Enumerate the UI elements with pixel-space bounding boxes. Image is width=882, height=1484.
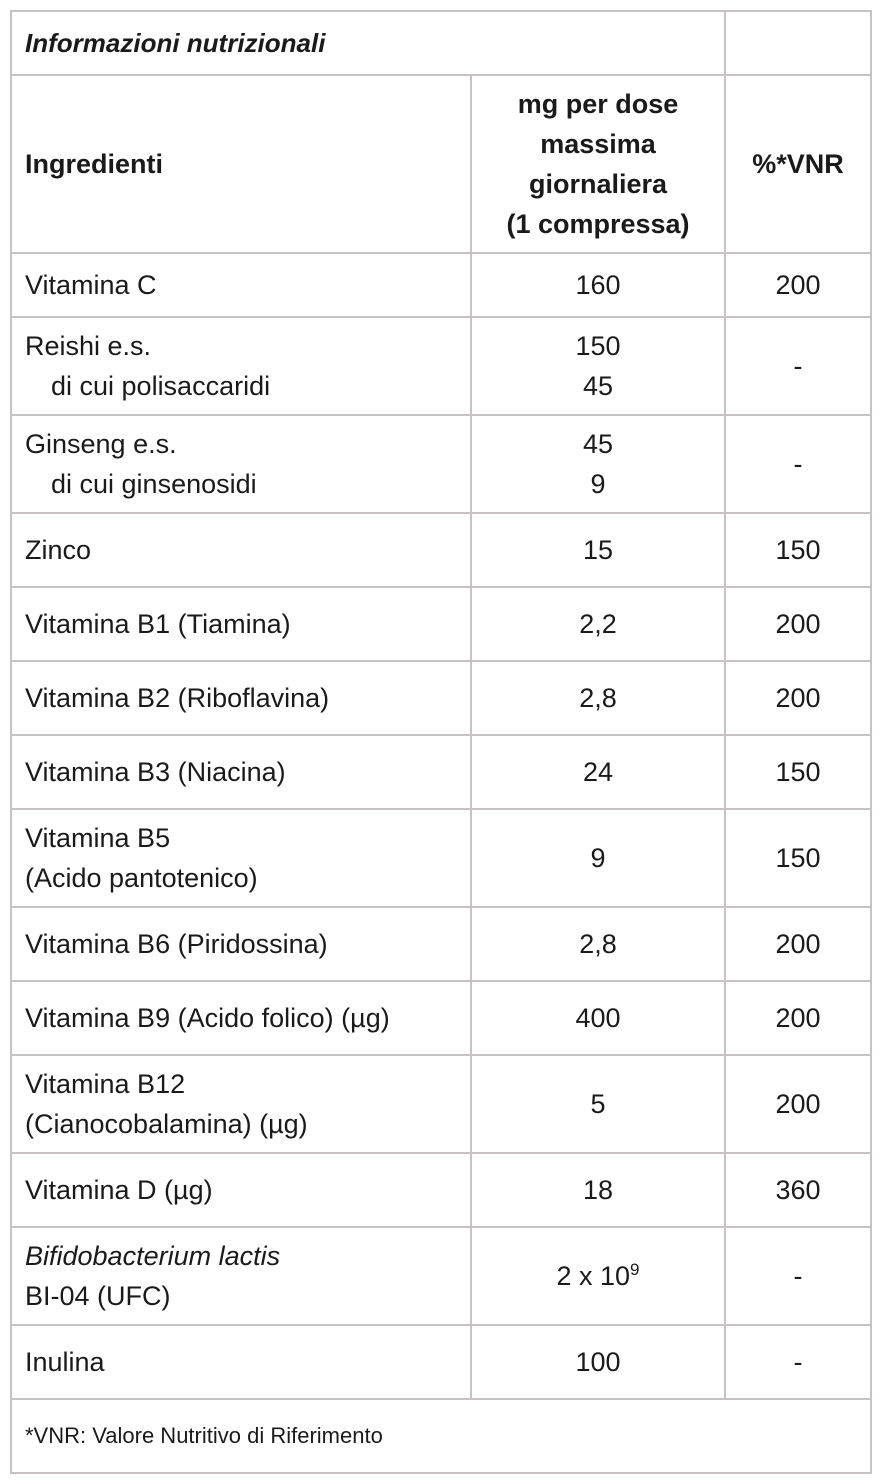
ingredient-name: Zinco bbox=[11, 513, 471, 587]
dose-value: 2,8 bbox=[471, 661, 725, 735]
ingredient-name: Reishi e.s. bbox=[25, 331, 152, 361]
dose-sub-value: 45 bbox=[582, 371, 614, 401]
header-ingredient: Ingredienti bbox=[11, 75, 471, 253]
dose-value: 400 bbox=[471, 981, 725, 1055]
ingredient-cell bbox=[11, 317, 471, 415]
vnr-value: - bbox=[725, 1227, 871, 1325]
vnr-value: 200 bbox=[725, 1055, 871, 1153]
ingredient-name: Vitamina D (µg) bbox=[11, 1153, 471, 1227]
ingredient-name: Vitamina B12 bbox=[25, 1069, 186, 1099]
table-row bbox=[11, 587, 871, 661]
dose-value: 15 bbox=[471, 513, 725, 587]
dose-value: 18 bbox=[471, 1153, 725, 1227]
ingredient-name: Vitamina B9 (Acido folico) (µg) bbox=[11, 981, 471, 1055]
table-title: Informazioni nutrizionali bbox=[11, 11, 725, 75]
nutrition-table bbox=[10, 10, 872, 1474]
header-dose bbox=[471, 75, 725, 253]
table-row bbox=[11, 1227, 871, 1325]
vnr-value: 150 bbox=[725, 513, 871, 587]
header-dose-line: mg per dose bbox=[517, 89, 679, 119]
table-row bbox=[11, 1325, 871, 1399]
ingredient-subname: di cui ginsenosidi bbox=[51, 469, 257, 499]
ingredient-name: Vitamina B1 (Tiamina) bbox=[11, 587, 471, 661]
vnr-value: - bbox=[725, 415, 871, 513]
table-row bbox=[11, 415, 871, 513]
table-row bbox=[11, 253, 871, 317]
vnr-value: 200 bbox=[725, 661, 871, 735]
dose-cell bbox=[471, 415, 725, 513]
table-row bbox=[11, 661, 871, 735]
ingredient-cell bbox=[11, 415, 471, 513]
table-row bbox=[11, 513, 871, 587]
ingredient-name-line2: BI-04 (UFC) bbox=[25, 1281, 171, 1311]
ingredient-name: Vitamina B2 (Riboflavina) bbox=[11, 661, 471, 735]
dose-value: 5 bbox=[471, 1055, 725, 1153]
ingredient-name: Vitamina B5 bbox=[25, 823, 171, 853]
footnote: *VNR: Valore Nutritivo di Riferimento bbox=[11, 1399, 871, 1473]
dose-value: 9 bbox=[471, 809, 725, 907]
vnr-value: 200 bbox=[725, 907, 871, 981]
dose-value: 45 bbox=[582, 429, 614, 459]
vnr-value: 360 bbox=[725, 1153, 871, 1227]
table-row bbox=[11, 981, 871, 1055]
table-row bbox=[11, 317, 871, 415]
ingredient-name: Inulina bbox=[11, 1325, 471, 1399]
dose-value: 24 bbox=[471, 735, 725, 809]
dose-value: 100 bbox=[471, 1325, 725, 1399]
ingredient-cell bbox=[11, 809, 471, 907]
title-row bbox=[11, 11, 871, 75]
ingredient-name: Ginseng e.s. bbox=[25, 429, 177, 459]
table-row bbox=[11, 1153, 871, 1227]
ingredient-name-line2: (Acido pantotenico) bbox=[25, 863, 258, 893]
vnr-value: 200 bbox=[725, 253, 871, 317]
ingredient-cell bbox=[11, 1227, 471, 1325]
table-row bbox=[11, 907, 871, 981]
dose-cell bbox=[471, 317, 725, 415]
dose-value: 2 x 10 bbox=[556, 1261, 631, 1291]
header-dose-line: massima bbox=[540, 129, 656, 159]
title-empty-cell bbox=[725, 11, 871, 75]
vnr-value: 150 bbox=[725, 809, 871, 907]
ingredient-name: Vitamina B3 (Niacina) bbox=[11, 735, 471, 809]
dose-cell bbox=[471, 1227, 725, 1325]
header-row bbox=[11, 75, 871, 253]
vnr-value: 200 bbox=[725, 981, 871, 1055]
dose-exponent: 9 bbox=[630, 1260, 640, 1279]
table-row bbox=[11, 1055, 871, 1153]
header-dose-line: (1 compressa) bbox=[506, 209, 690, 239]
ingredient-name: Vitamina B6 (Piridossina) bbox=[11, 907, 471, 981]
ingredient-name: Bifidobacterium lactis bbox=[25, 1241, 281, 1271]
table-row bbox=[11, 735, 871, 809]
footnote-row bbox=[11, 1399, 871, 1473]
ingredient-cell bbox=[11, 1055, 471, 1153]
vnr-value: 200 bbox=[725, 587, 871, 661]
vnr-value: - bbox=[725, 317, 871, 415]
nutrition-panel bbox=[10, 10, 870, 1474]
vnr-value: 150 bbox=[725, 735, 871, 809]
ingredient-name-line2: (Cianocobalamina) (µg) bbox=[25, 1109, 308, 1139]
header-vnr: %*VNR bbox=[725, 75, 871, 253]
dose-value: 160 bbox=[471, 253, 725, 317]
dose-value: 2,2 bbox=[471, 587, 725, 661]
dose-sub-value: 9 bbox=[590, 469, 606, 499]
dose-value: 150 bbox=[575, 331, 621, 361]
ingredient-subname: di cui polisaccaridi bbox=[51, 371, 271, 401]
header-dose-line: giornaliera bbox=[528, 169, 668, 199]
table-row bbox=[11, 809, 871, 907]
dose-value: 2,8 bbox=[471, 907, 725, 981]
vnr-value: - bbox=[725, 1325, 871, 1399]
ingredient-name: Vitamina C bbox=[11, 253, 471, 317]
